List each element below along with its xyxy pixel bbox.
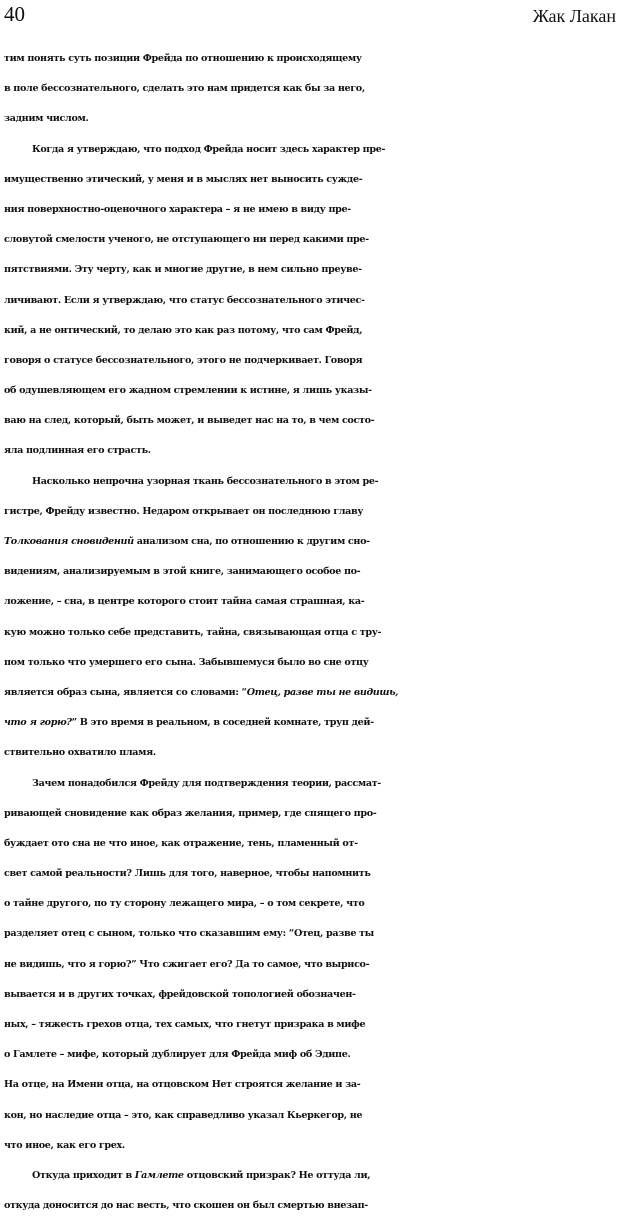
text-line: об одушевляющем его жадном стремлении к истине, я лишь указы-: [4, 385, 372, 397]
text-line: откуда доносится до нас весть, что скошен он был смертью внезап-: [4, 1200, 368, 1212]
text-line: ривающей сновидение как образ желания, пример, где спящего про-: [4, 807, 377, 819]
text-line: о Гамлете – мифе, который дублирует для Фрейда миф об Эдипе.: [4, 1049, 351, 1061]
text-fragment: является образ сына, является со словами: “: [4, 686, 247, 698]
italic-title-fragment: Толкования сновидений: [4, 536, 134, 547]
text-line: кий, а не онтический, то делаю это как раз потому, что сам Фрейд,: [4, 324, 363, 336]
text-line: в поле бессознательного, сделать это нам придется как бы за него,: [4, 83, 365, 95]
text-line: ния поверхностно-оценочного характера – я не имею в виду пре-: [4, 203, 351, 215]
text-line: пятствиями. Эту черту, как и многие другие, в нем сильно преуве-: [4, 264, 362, 276]
text-line: имущественно этический, у меня и в мыслях нет выносить сужде-: [4, 173, 363, 185]
text-line: не видишь, что я горю?” Что сжигает его? Да то самое, что вырисо-: [4, 958, 370, 970]
text-line: [4, 708, 619, 738]
text-line: гистре, Фрейду известно. Недаром открывает он последнюю главу: [4, 505, 364, 517]
text-line: свет самой реальности? Лишь для того, наверное, чтобы напомнить: [4, 868, 371, 880]
text-line: словутой смелости ученого, не отступающего ни перед какими пре-: [4, 234, 369, 246]
text-line: На отце, на Имени отца, на отцовском Нет строятся желание и за-: [4, 1079, 361, 1091]
italic-title-fragment: что я горю?: [4, 717, 72, 729]
text-fragment: Откуда приходит в: [32, 1169, 135, 1181]
text-line: [4, 678, 619, 708]
text-line: кую можно только себе представить, тайна, связывающая отца с тру-: [4, 626, 382, 638]
italic-title-fragment: Отец, разве ты не видишь,: [246, 686, 399, 698]
text-line: что иное, как его грех.: [4, 1139, 125, 1151]
italic-title-fragment: Гамлете: [134, 1169, 184, 1181]
text-line: Зачем понадобился Фрейду для подтверждения теории, рассмат-: [32, 777, 381, 789]
text-fragment: ” В это время в реальном, в соседней комнате, труп дей-: [71, 717, 374, 729]
text-line: ваю на след, который, быть может, и выведет нас на то, в чем состо-: [4, 415, 375, 427]
text-line: задним числом.: [4, 113, 89, 125]
text-line: ствительно охватило пламя.: [4, 747, 156, 759]
text-line: [4, 527, 619, 557]
text-line: Когда я утверждаю, что подход Фрейда носит здесь характер пре-: [32, 143, 386, 155]
text-line: кон, но наследие отца – это, как справедливо указал Кьеркегор, не: [4, 1109, 363, 1121]
page-header: [4, 0, 616, 40]
text-line: пом только что умершего его сына. Забывшемуся было во сне отцу: [4, 656, 369, 668]
text-fragment: анализом сна, по отношению к другим сно-: [133, 536, 370, 547]
running-head: Жак Лакан: [532, 6, 616, 26]
text-line: личивают. Если я утверждаю, что статус бессознательного этичес-: [4, 294, 365, 306]
text-line: говоря о статусе бессознательного, этого не подчеркивает. Говоря: [4, 354, 363, 366]
text-line: буждает ото сна не что иное, как отражение, тень, пламенный от-: [4, 837, 358, 849]
text-line: яла подлинная его страсть.: [4, 445, 151, 457]
text-line: разделяет отец с сыном, только что сказавшим ему: “Отец, разве ты: [4, 928, 374, 940]
text-line: о тайне другого, по ту сторону лежащего мира, – о том секрете, что: [4, 898, 365, 910]
body-text: [4, 44, 619, 1221]
page-number: 40: [4, 2, 25, 26]
text-line: видениям, анализируемым в этой книге, занимающего особое по-: [4, 566, 361, 578]
text-line: вывается и в других точках, фрейдовской топологией обозначен-: [4, 988, 356, 1000]
text-line: Насколько непрочна узорная ткань бессознательного в этом ре-: [32, 475, 379, 487]
text-line: тим понять суть позиции Фрейда по отношению к происходящему: [4, 53, 362, 64]
text-line: ложение, – сна, в центре которого стоит тайна самая страшная, ка-: [4, 596, 365, 608]
text-line: [4, 1161, 619, 1191]
text-fragment: отцовский призрак? Не оттуда ли,: [183, 1169, 371, 1181]
text-line: ных, – тяжесть грехов отца, тех самых, что гнетут призрака в мифе: [4, 1019, 366, 1030]
